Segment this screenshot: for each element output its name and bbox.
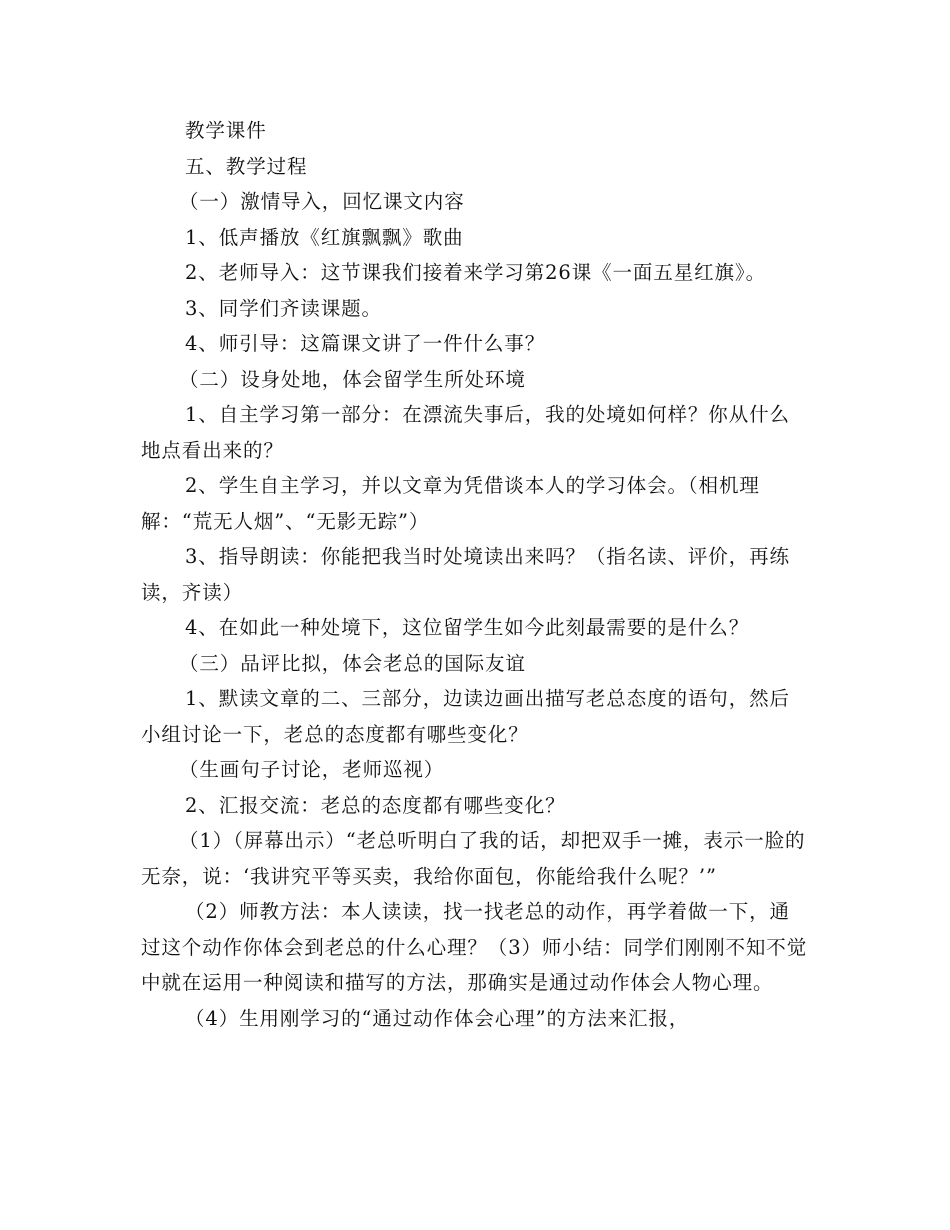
paragraph: 2、汇报交流：老总的态度都有哪些变化？ <box>185 793 566 817</box>
paragraph: （1）（屏幕出示）“老总听明白了我的话，却把双手一摊，表示一脸的无奈，说：‘我讲究平等买卖，我给你面包，你能给我什么呢？’” <box>141 829 806 888</box>
paragraph-heading-courseware: 教学课件 <box>185 119 267 142</box>
paragraph: （2）师教方法：本人读读，找一找老总的动作，再学着做一下，通过这个动作你体会到老总的什么心理？（3）师小结：同学们刚刚不知不觉中就在运用一种阅读和描写的方法，那确实是通过动作体会人物心理。 <box>141 900 808 994</box>
paragraph: 2、学生自主学习，并以文章为凭借谈本人的学习体会。（相机理解：“荒无人烟”、“无影无踪”） <box>141 474 760 533</box>
paragraph: 3、指导朗读：你能把我当时处境读出来吗？（指名读、评价，再练读，齐读） <box>141 545 790 604</box>
paragraph: 2、老师导入：这节课我们接着来学习第26课《一面五星红旗》。 <box>185 261 766 284</box>
document-page <box>141 113 809 1036</box>
paragraph: （4）生用刚学习的“通过动作体会心理”的方法来汇报， <box>185 1006 690 1030</box>
paragraph: 1、低声播放《红旗飘飘》歌曲 <box>185 225 464 249</box>
paragraph: 4、在如此一种处境下，这位留学生如今此刻最需要的是什么？ <box>185 616 750 639</box>
paragraph: 1、自主学习第一部分：在漂流失事后，我的处境如何样？你从什么地点看出来的？ <box>141 403 790 462</box>
paragraph: 1、默读文章的二、三部分，边读边画出描写老总态度的语句，然后小组讨论一下，老总的态度都有哪些变化？ <box>141 687 790 746</box>
paragraph-subsection-3: （三）品评比拟，体会老总的国际友谊 <box>179 651 526 675</box>
paragraph: （生画句子讨论，老师巡视） <box>179 758 445 781</box>
paragraph: 3、同学们齐读课题。 <box>185 296 382 320</box>
paragraph-subsection-1: （一）激情导入，回忆课文内容 <box>179 190 465 213</box>
paragraph: 4、师引导：这篇课文讲了一件什么事？ <box>185 332 546 355</box>
paragraph-section-title: 五、教学过程 <box>185 154 308 178</box>
paragraph-subsection-2: （二）设身处地，体会留学生所处环境 <box>179 367 526 391</box>
